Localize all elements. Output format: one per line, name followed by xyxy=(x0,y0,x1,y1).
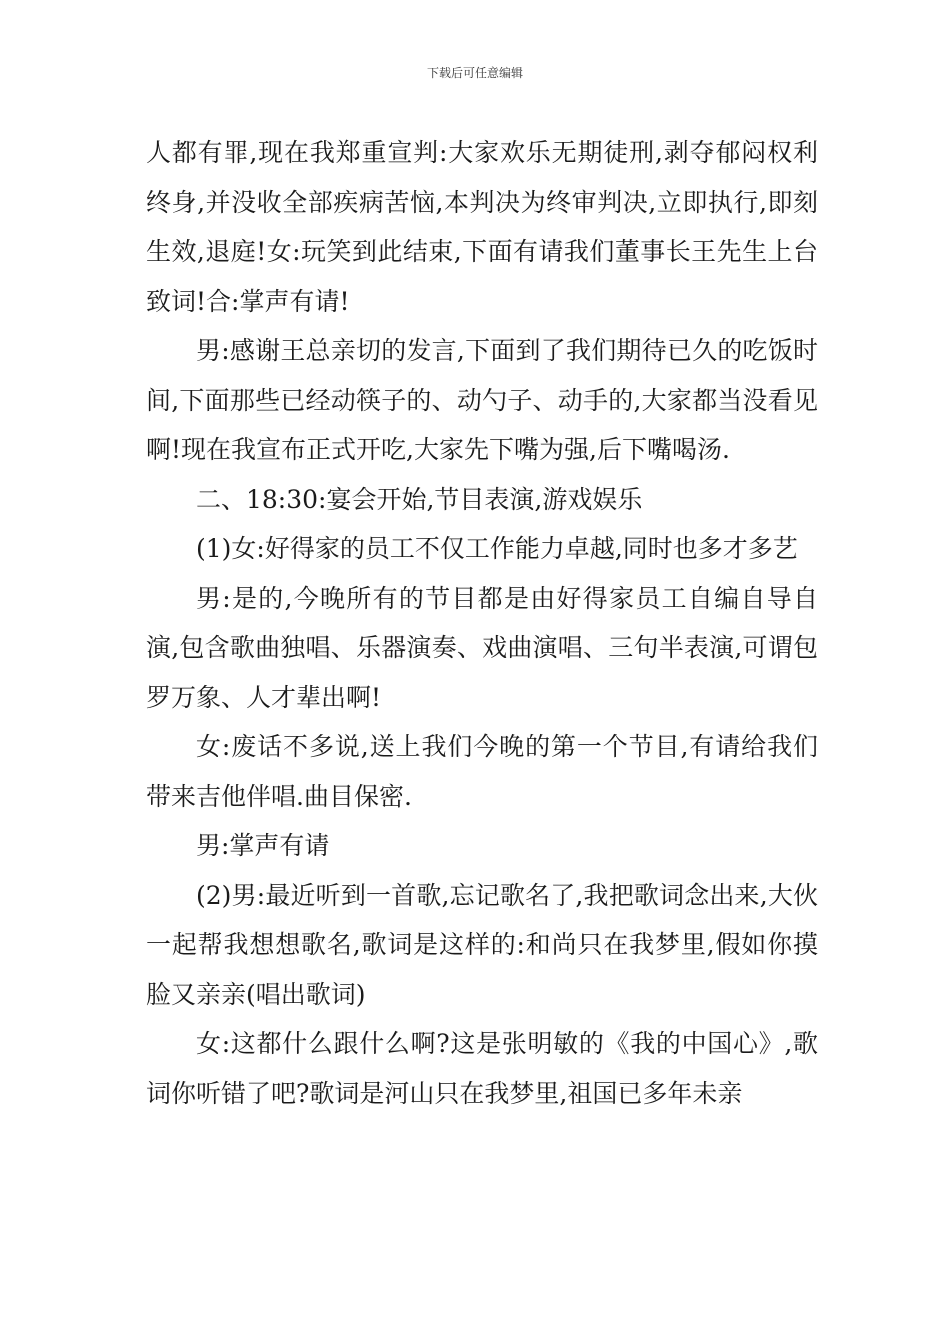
page-header-note: 下载后可任意编辑 xyxy=(426,66,523,80)
paragraph-dinner-start: 男:感谢王总亲切的发言,下面到了我们期待已久的吃饭时间,下面那些已经动筷子的、动勺子、动手的,大家都当没看见啊!现在我宣布正式开吃,大家先下嘴为强,后下嘴喝汤. xyxy=(146,336,818,464)
paragraph-program-2: (2)男:最近听到一首歌,忘记歌名了,我把歌词念出来,大伙一起帮我想想歌名,歌词是这样的:和尚只在我梦里,假如你摸脸又亲亲(唱出歌词) xyxy=(146,880,818,1009)
paragraph-program-1: (1)女:好得家的员工不仅工作能力卓越,同时也多才多艺 xyxy=(196,534,798,563)
paragraph-female-song: 女:这都什么跟什么啊?这是张明敏的《我的中国心》,歌词你听错了吧?歌词是河山只在我梦里,祖国已多年未亲 xyxy=(146,1029,818,1108)
paragraph-verdict: 人都有罪,现在我郑重宣判:大家欢乐无期徒刑,剥夺郁闷权利终身,并没收全部疾病苦恼,本判决为终审判决,立即执行,即刻生效,退庭!女:玩笑到此结束,下面有请我们董事长王先生上台致词!合:掌声有请! xyxy=(146,138,818,316)
paragraph-male-intro: 男:是的,今晚所有的节目都是由好得家员工自编自导自演,包含歌曲独唱、乐器演奏、戏曲演唱、三句半表演,可谓包罗万象、人才辈出啊! xyxy=(146,583,818,712)
document-body xyxy=(146,128,818,1118)
section-heading-banquet: 二、18:30:宴会开始,节目表演,游戏娱乐 xyxy=(196,484,643,514)
paragraph-applause: 男:掌声有请 xyxy=(196,831,330,860)
paragraph-female-first-act: 女:废话不多说,送上我们今晚的第一个节目,有请给我们带来吉他伴唱.曲目保密. xyxy=(146,732,818,811)
